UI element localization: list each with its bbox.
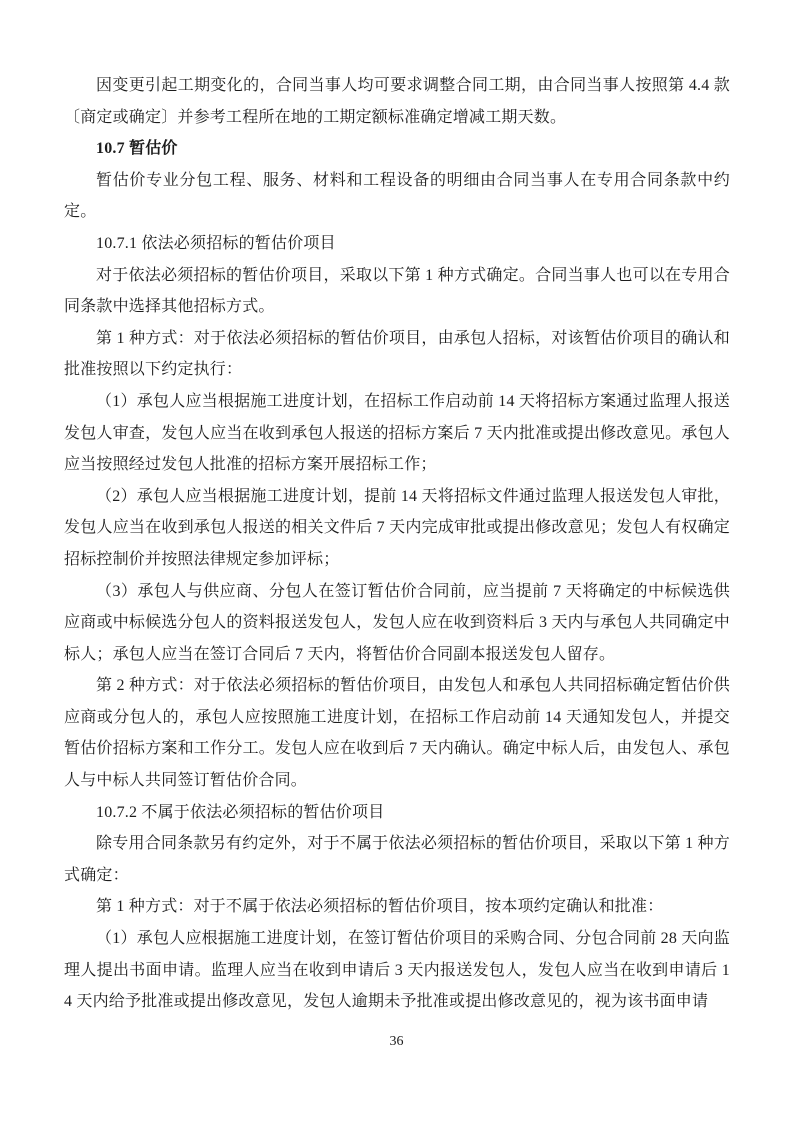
paragraph: （1）承包人应当根据施工进度计划，在招标工作启动前 14 天将招标方案通过监理人报送发包人审查，发包人应当在收到承包人报送的招标方案后 7 天内批准或提出修改意见。承包人应当按照经过发包人批准的招标方案开展招标工作；	[64, 392, 730, 474]
paragraph: 暂估价专业分包工程、服务、材料和工程设备的明细由合同当事人在专用合同条款中约定。	[64, 171, 730, 221]
paragraph: 对于依法必须招标的暂估价项目，采取以下第 1 种方式确定。合同当事人也可以在专用合同条款中选择其他招标方式。	[64, 266, 730, 316]
paragraph: （1）承包人应根据施工进度计划，在签订暂估价项目的采购合同、分包合同前 28 天向监理人提出书面申请。监理人应当在收到申请后 3 天内报送发包人，发包人应当在收到申请后 14 天内给予批准或提出修改意见，发包人逾期未予批准或提出修改意见的，视为该书面申请	[64, 930, 730, 1011]
section-heading-10-7: 10.7 暂估价	[96, 140, 178, 158]
paragraph: 第 1 种方式：对于不属于依法必须招标的暂估价项目，按本项约定确认和批准：	[96, 898, 664, 916]
paragraph: 除专用合同条款另有约定外，对于不属于依法必须招标的暂估价项目，采取以下第 1 种方式确定：	[64, 835, 730, 884]
paragraph: （2）承包人应当根据施工进度计划，提前 14 天将招标文件通过监理人报送发包人审批，发包人应当在收到承包人报送的相关文件后 7 天内完成审批或提出修改意见；发包人有权确定招标控制价并按照法律规定参加评标；	[64, 487, 730, 568]
clause-heading-10-7-1: 10.7.1 依法必须招标的暂估价项目	[96, 234, 336, 252]
document-body	[64, 70, 730, 1018]
page-number: 36	[389, 1034, 404, 1049]
paragraph: 第 1 种方式：对于依法必须招标的暂估价项目，由承包人招标，对该暂估价项目的确认和批准按照以下约定执行：	[64, 329, 730, 379]
paragraph: （3）承包人与供应商、分包人在签订暂估价合同前，应当提前 7 天将确定的中标候选供应商或中标候选分包人的资料报送发包人，发包人应在收到资料后 3 天内与承包人共同确定中标人；承包人应当在签订合同后 7 天内，将暂估价合同副本报送发包人留存。	[64, 582, 730, 663]
paragraph: 第 2 种方式：对于依法必须招标的暂估价项目，由发包人和承包人共同招标确定暂估价供应商或分包人的，承包人应按照施工进度计划，在招标工作启动前 14 天通知发包人，并提交暂估价招标方案和工作分工。发包人应在收到后 7 天内确认。确定中标人后，由发包人、承包人与中标人共同签订暂估价合同。	[64, 677, 730, 790]
paragraph: 因变更引起工期变化的，合同当事人均可要求调整合同工期，由合同当事人按照第 4.4 款〔商定或确定〕并参考工程所在地的工期定额标准确定增减工期天数。	[64, 77, 730, 126]
clause-heading-10-7-2: 10.7.2 不属于依法必须招标的暂估价项目	[96, 803, 385, 821]
